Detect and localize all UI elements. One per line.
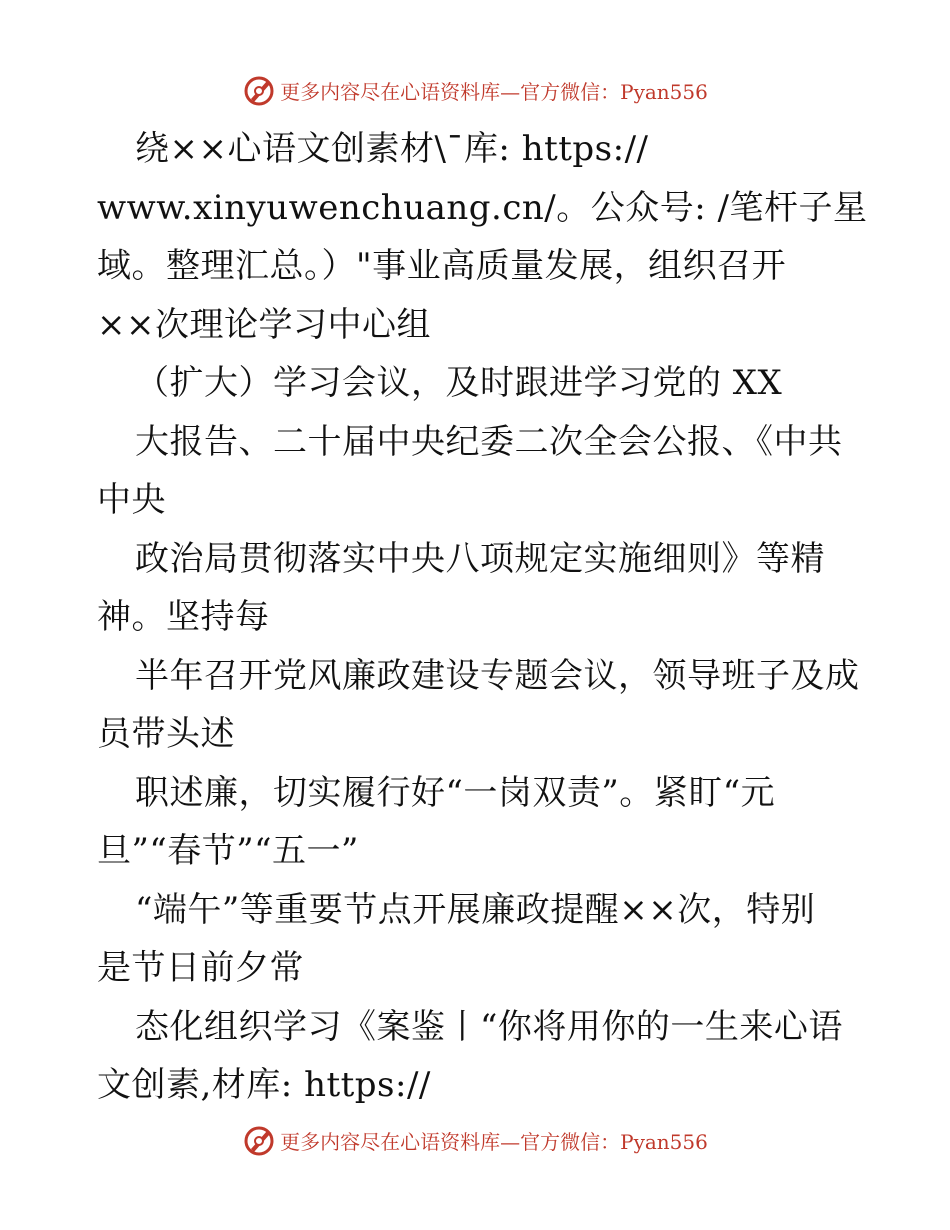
text-line: 政治局贯彻落实中央八项规定实施细则》等精 <box>135 538 825 579</box>
text-line: 文创素,材库: https:// <box>97 1065 431 1105</box>
banner-text: 更多内容尽在心语资料库—官方微信：Pyan556 <box>280 1129 708 1154</box>
footer-watermark-banner <box>0 1120 950 1160</box>
text-line: 中央 <box>97 480 166 520</box>
text-line: 员带头述 <box>97 714 235 754</box>
text-line: 是节日前夕常 <box>97 948 304 988</box>
pen-circle-logo-icon <box>242 1123 276 1157</box>
banner-text: 更多内容尽在心语资料库—官方微信：Pyan556 <box>280 79 708 104</box>
text-line: “端午”等重要节点开展廉政提醒××次，特别 <box>135 889 816 930</box>
text-line: www.xinyuwenchuang.cn/。公众号: /笔杆子星 <box>97 187 868 228</box>
text-line: ××次理论学习中心组 <box>97 304 431 345</box>
document-body <box>97 120 868 1115</box>
text-line: 神。坚持每 <box>97 597 270 637</box>
text-line: 职述廉，切实履行好“一岗双责”。紧盯“元 <box>135 772 776 813</box>
text-line: 绕××心语文创素材\¯库: https:// <box>135 129 649 169</box>
pen-circle-logo-icon <box>242 73 276 107</box>
header-watermark-banner <box>0 70 950 110</box>
text-line: 旦”“春节”“五一” <box>97 831 359 871</box>
text-line: 大报告、二十届中央纪委二次全会公报、《中共 <box>135 421 843 462</box>
text-line: （扩大）学习会议，及时跟进学习党的 XX <box>135 363 783 403</box>
text-line: 态化组织学习《案鉴丨“你将用你的一生来心语 <box>135 1006 843 1047</box>
text-line: 半年召开党风廉政建设专题会议，领导班子及成 <box>135 655 860 696</box>
text-line: 域。整理汇总。）"事业高质量发展，组织召开 <box>97 246 787 286</box>
